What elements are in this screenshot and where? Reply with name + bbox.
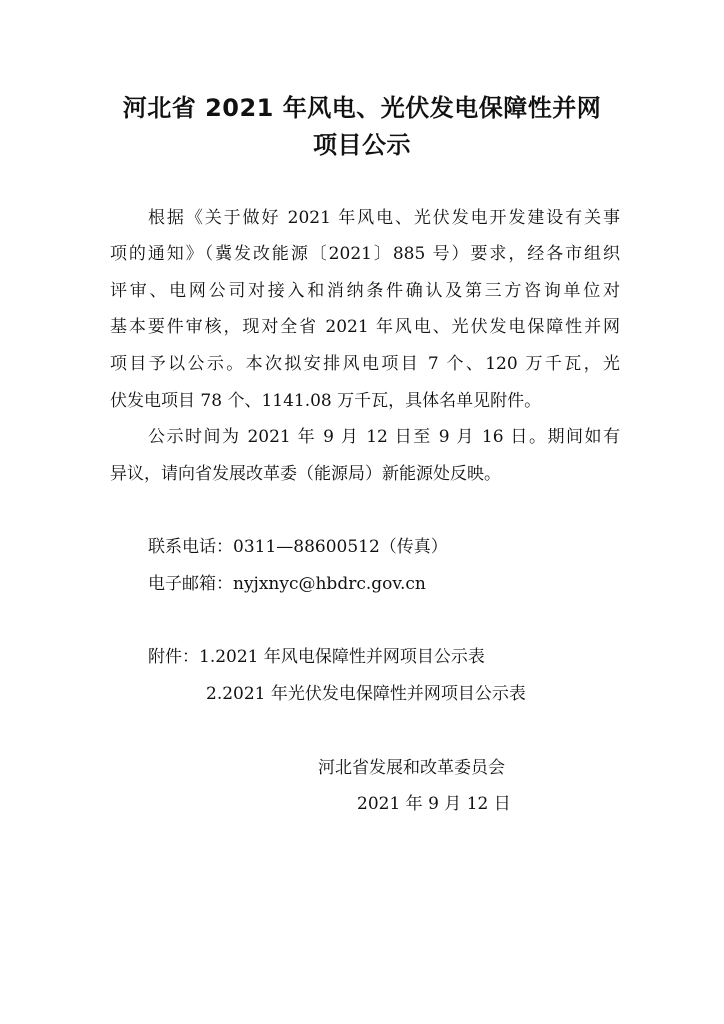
contact-email: 电子邮箱：nyjxnyc@hbdrc.gov.cn	[148, 574, 426, 594]
issuing-organization: 河北省发展和改革委员会	[318, 758, 505, 778]
issue-date: 2021 年 9 月 12 日	[357, 794, 511, 814]
attachment-2: 2.2021 年光伏发电保障性并网项目公示表	[206, 684, 526, 704]
paragraph-1-line-5: 项目予以公示。本次拟安排风电项目 7 个、120 万千瓦，光	[110, 354, 620, 374]
document-title-line-2: 项目公示	[313, 131, 411, 159]
attachment-1: 附件：1.2021 年风电保障性并网项目公示表	[148, 647, 485, 667]
paragraph-1-line-6: 伏发电项目 78 个、1141.08 万千瓦，具体名单见附件。	[110, 391, 542, 411]
paragraph-1-line-1: 根据《关于做好 2021 年风电、光伏发电开发建设有关事	[148, 208, 620, 228]
document-title-line-1: 河北省 2021 年风电、光伏发电保障性并网	[122, 94, 602, 122]
contact-phone: 联系电话：0311—88600512（传真）	[148, 537, 448, 557]
paragraph-1-line-2: 项的通知》（冀发改能源〔2021〕885 号）要求，经各市组织	[110, 244, 620, 264]
paragraph-1-line-3: 评审、电网公司对接入和消纳条件确认及第三方咨询单位对	[110, 281, 620, 301]
paragraph-1-line-4: 基本要件审核，现对全省 2021 年风电、光伏发电保障性并网	[110, 317, 620, 337]
paragraph-2-line-1: 公示时间为 2021 年 9 月 12 日至 9 月 16 日。期间如有	[148, 427, 620, 447]
paragraph-2-line-2: 异议，请向省发展改革委（能源局）新能源处反映。	[110, 464, 501, 484]
